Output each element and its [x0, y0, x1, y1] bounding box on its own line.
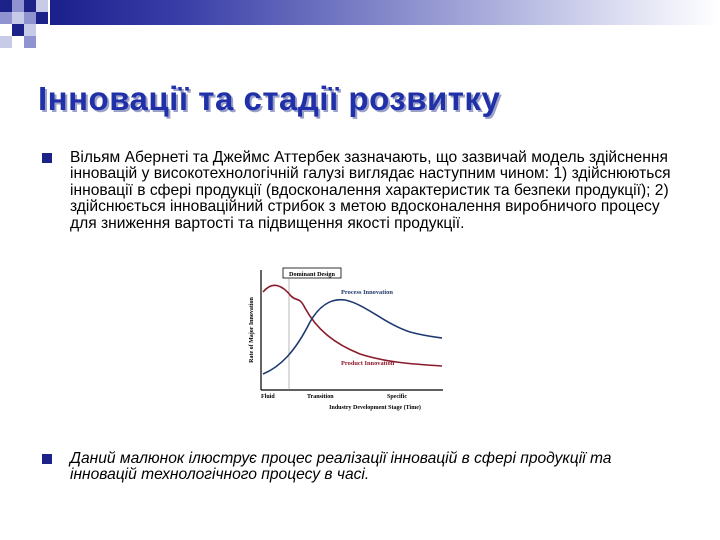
stage-specific-label: Specific	[387, 394, 407, 400]
x-axis-label: Industry Development Stage (Time)	[329, 405, 421, 411]
bullet-text-2: Даний малюнок ілюструє процес реалізації інновацій в сфері продукції та інновацій технологічного процесу в часі.	[70, 450, 612, 484]
stage-fluid-label: Fluid	[261, 394, 275, 400]
dominant-design-label: Dominant Design	[289, 271, 335, 278]
innovation-dynamics-diagram	[235, 262, 447, 416]
bullet-text-1: Вільям Абернеті та Джеймс Аттербек зазначають, що зазвичай модель здійснення інновацій у високотехнологічній галузі виглядає наступним чином: 1) здійснюються інновації в сфері продукції (вдосконалення характеристик та безпеки продукції); 2) здійснюється інноваційний стрибок з метою вдосконалення виробничого процесу для зниження вартості та підвищення якості продукції.	[70, 149, 671, 232]
process-innovation-label: Process Innovation	[341, 289, 393, 296]
stage-transition-label: Transition	[307, 394, 334, 400]
product-innovation-label: Product Innovation	[341, 360, 395, 367]
y-axis-label: Rate of Major Innovation	[249, 297, 255, 363]
bullet-square-icon	[42, 454, 52, 464]
header-gradient-bar	[50, 0, 720, 25]
slide-title: Інновації та стадії розвитку	[38, 80, 501, 117]
bullet-square-icon	[42, 153, 52, 163]
